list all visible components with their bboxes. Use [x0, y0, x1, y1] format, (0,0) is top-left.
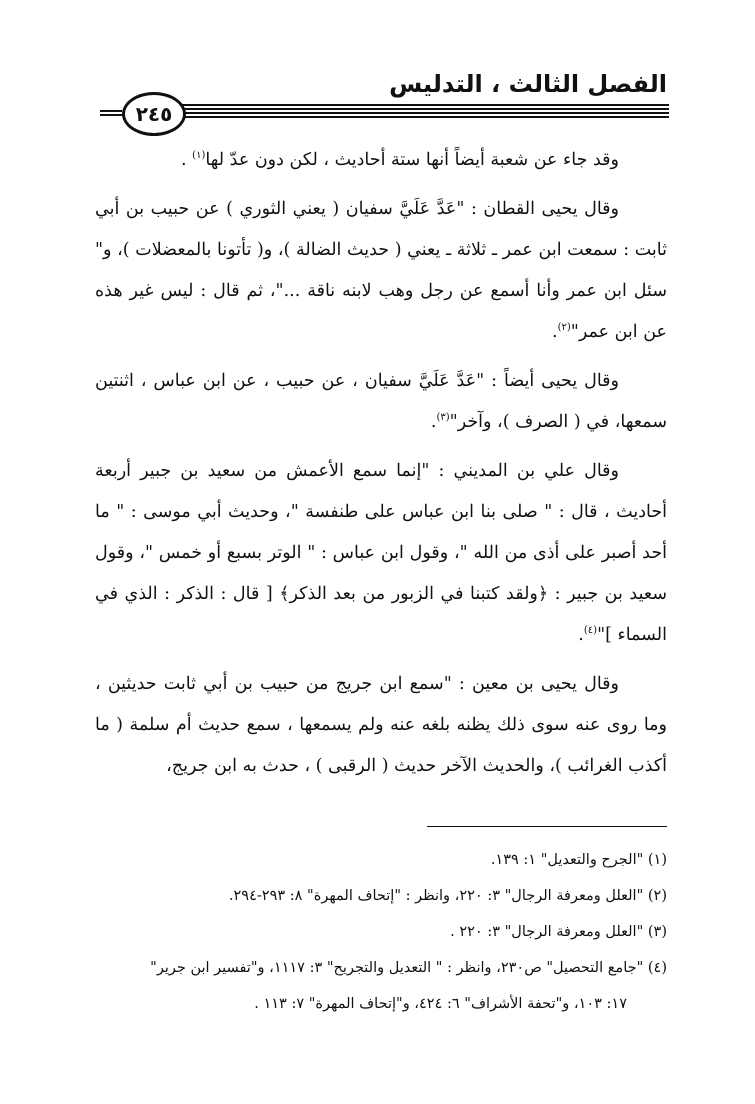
paragraph-end: . [430, 412, 437, 432]
paragraph-end: . [578, 625, 584, 645]
paragraph-text: وقال يحيى القطان : "عَدَّ عَلَيَّ سفيان ( يعني الثوري ) عن حبيب بن أبي ثابت : سمعت ابن عمر ـ ثلاثة ـ يعني ( حديث الضالة )، و( تأتونا بالمعضلات )، و" سئل ابن عمر وأنا أسمع عن رجل وهب لابنه ناقة ..."، ثم قال : ليس غير هذه عن ابن عمر" [95, 199, 667, 342]
footnote-ref: (٤) [583, 625, 598, 637]
paragraph-end: . [552, 322, 558, 342]
header-rule [180, 104, 669, 118]
footnotes [90, 842, 667, 1022]
footnote-ref: (٢) [557, 322, 571, 334]
paragraph [95, 361, 667, 443]
footnote: (٤) "جامع التحصيل" ص٢٣٠، وانظر : " التعديل والتجريح" ٣: ١١١٧، و"تفسير ابن جرير" [150, 960, 667, 976]
footnote: (١) "الجرح والتعديل" ١: ١٣٩. [490, 852, 667, 868]
footnote: (٢) "العلل ومعرفة الرجال" ٣: ٢٢٠، وانظر : "إتحاف المهرة" ٨: ٢٩٣-٢٩٤. [228, 888, 667, 904]
paragraph-text: وقال يحيى بن معين : "سمع ابن جريج من حبيب بن أبي ثابت حديثين ، وما روى عنه سوى ذلك يظنه بلغه عنه ولم يسمعها ، سمع حديث أم سلمة ( ما أكذب الغرائب )، والحديث الآخر حديث ( الرقبى ) ، حدث به ابن جريج، [95, 674, 667, 776]
chapter-title: الفصل الثالث ، التدليس [389, 70, 667, 98]
paragraph [95, 664, 667, 787]
paragraph-end: . [181, 150, 193, 170]
footnote-ref: (١) [192, 150, 206, 162]
paragraph-text: وقد جاء عن شعبة أيضاً أنها ستة أحاديث ، لكن دون عدّ لها [205, 150, 619, 170]
paragraph-text: وقال علي بن المديني : "إنما سمع الأعمش من سعيد بن جبير أربعة أحاديث ، قال : " صلى بنا ابن عباس على طنفسة "، وحديث أبي موسى : " ما أحد أصبر على أذى من الله "، وقول ابن عباس : " الوتر بسبع أو خمس "، وقول سعيد بن جبير : ﴿ولقد كتبنا في الزبور من بعد الذكر﴾ [ قال : الذكر : الذي في السماء ]" [95, 461, 667, 645]
paragraph [95, 189, 667, 353]
main-text [95, 140, 667, 795]
paragraph [95, 140, 667, 181]
footnote-separator [427, 826, 667, 827]
header-rule-left [100, 108, 122, 116]
paragraph-text: وقال يحيى أيضاً : "عَدَّ عَلَيَّ سفيان ، عن حبيب ، عن ابن عباس ، اثنتين سمعها، في ( الصرف )، وآخر" [95, 371, 667, 432]
footnote: (٣) "العلل ومعرفة الرجال" ٣: ٢٢٠ . [450, 924, 667, 940]
paragraph [95, 451, 667, 656]
page-number: ٢٤٥ [122, 92, 186, 136]
footnote-ref: (٣) [436, 412, 450, 424]
footnote-continuation: ١٧: ١٠٣، و"تحفة الأشراف" ٦: ٤٢٤، و"إتحاف المهرة" ٧: ١١٣ . [254, 996, 627, 1012]
